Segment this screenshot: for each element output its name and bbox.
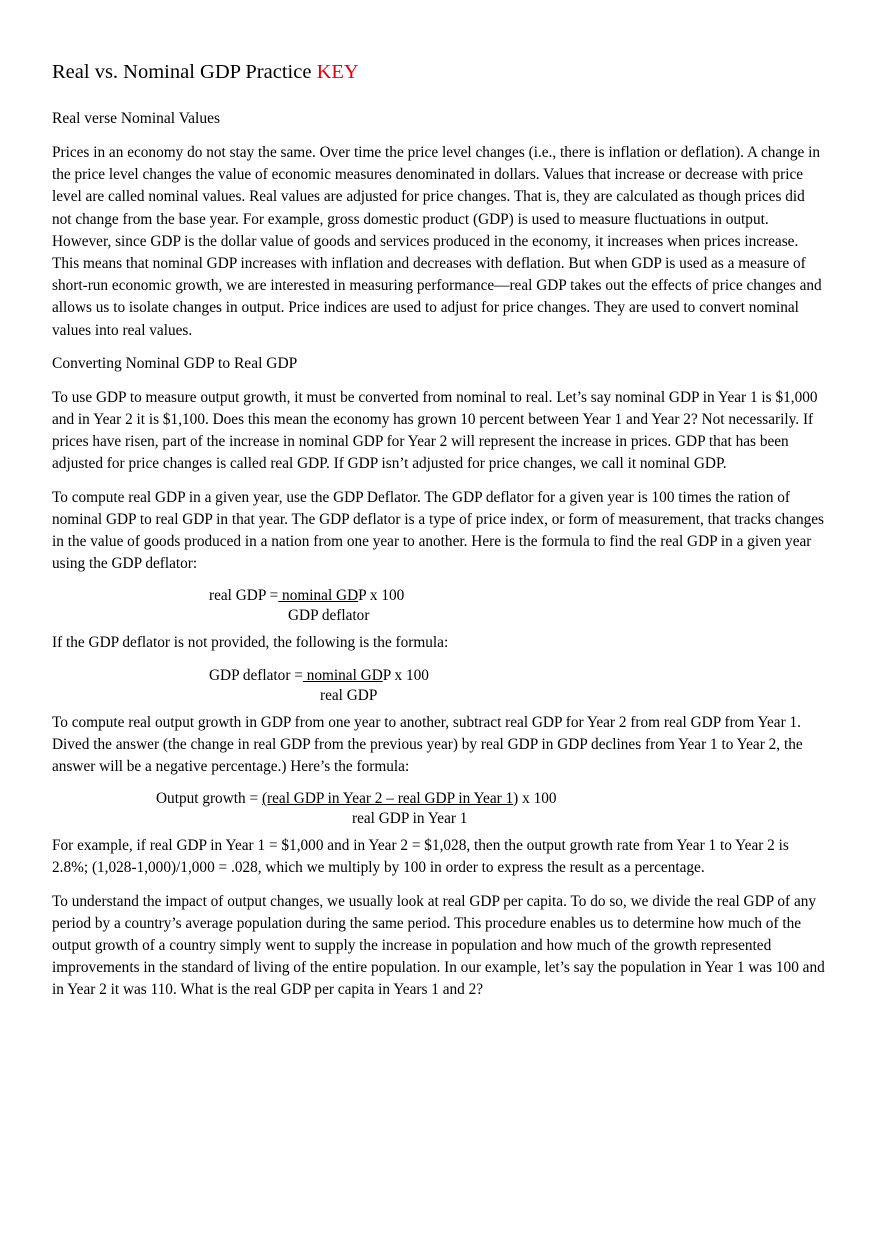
formula-output-growth-tail: ) x 100 xyxy=(513,790,557,808)
page-title xyxy=(52,58,828,86)
formula-real-gdp-numerator: nominal GD xyxy=(278,587,359,605)
formula-real-gdp-lhs: real GDP = xyxy=(209,587,279,605)
section-heading-real-vs-nominal: Real verse Nominal Values xyxy=(52,110,221,127)
title-text: Real vs. Nominal GDP Practice xyxy=(52,61,317,83)
paragraph-gdp-deflator: To compute real GDP in a given year, use the GDP Deflator. The GDP deflator for a given year is 100 times the ration of nominal GDP to real GDP in that year. The GDP deflator is a type of price index, or form of measurement, that tracks changes in the value of goods produced in a nation from one year to another. Here is the formula to find the real GDP in a given year using the GDP deflator: xyxy=(52,488,824,573)
paragraph-real-output-growth: To compute real output growth in GDP from one year to another, subtract real GDP for Year 2 from real GDP from Year 1. Dived the answer (the change in real GDP from the previous year) by real GDP in GDP declines from Year 1 to Year 2, the answer will be a negative percentage.) Here’s the formula: xyxy=(52,713,803,776)
formula-gdp-deflator-denominator: real GDP xyxy=(320,686,378,704)
paragraph-no-deflator: If the GDP deflator is not provided, the following is the formula: xyxy=(52,634,449,652)
formula-gdp-deflator-numerator: nominal GD xyxy=(302,666,383,684)
formula-output-growth-lhs: Output growth = xyxy=(156,790,262,808)
formula-output-growth-numerator: (real GDP in Year 2 – real GDP in Year 1 xyxy=(261,790,514,808)
title-key-label: KEY xyxy=(316,61,359,83)
formula-real-gdp-denominator: GDP deflator xyxy=(288,607,370,625)
formula-output-growth-denominator: real GDP in Year 1 xyxy=(352,810,468,828)
formula-real-gdp-tail: P x 100 xyxy=(358,587,405,605)
formula-gdp-deflator-lhs: GDP deflator = xyxy=(209,666,303,684)
formula-output-growth-numerator-row xyxy=(156,789,828,809)
section-heading-converting: Converting Nominal GDP to Real GDP xyxy=(52,354,298,372)
formula-gdp-deflator-tail: P x 100 xyxy=(382,666,429,684)
formula-gdp-deflator-numerator-row xyxy=(209,666,828,686)
formula-real-gdp-numerator-row xyxy=(209,586,828,606)
formula-gdp-deflator xyxy=(209,666,828,706)
paragraph-per-capita: To understand the impact of output changes, we usually look at real GDP per capita. To do so, we divide the real GDP of any period by a country’s average population during the same period. This procedure enables us to determine how much of the output growth of a country simply went to supply the increase in population and how much of the growth represented improvements in the standard of living of the entire population. In our example, let’s say the population in Year 1 was 100 and in Year 2 it was 110. What is the real GDP per capita in Years 1 and 2? xyxy=(52,892,825,999)
paragraph-example: For example, if real GDP in Year 1 = $1,000 and in Year 2 = $1,028, then the output growth rate from Year 1 to Year 2 is 2.8%; (1,028-1,000)/1,000 = .028, which we multiply by 100 in order to express the result as a percentage. xyxy=(52,837,789,877)
formula-output-growth xyxy=(156,789,828,829)
formula-real-gdp xyxy=(209,586,828,626)
paragraph-output-growth: To use GDP to measure output growth, it must be converted from nominal to real. Let’s say nominal GDP in Year 1 is $1,000 and in Year 2 it is $1,100. Does this mean the economy has grown 10 percent between Year 1 and Year 2? Not necessarily. If prices have risen, part of the increase in nominal GDP for Year 2 will represent the increase in prices. GDP that has been adjusted for price changes is called real GDP. If GDP isn’t adjusted for price changes, we call it nominal GDP. xyxy=(52,388,818,473)
paragraph-intro: Prices in an economy do not stay the same. Over time the price level changes (i.e., there is inflation or deflation). A change in the price level changes the value of economic measures denominated in dollars. Values that increase or decrease with price level are called nominal values. Real values are adjusted for price changes. That is, they are calculated as though prices did not change from the base year. For example, gross domestic product (GDP) is used to measure fluctuations in output. However, since GDP is the dollar value of goods and services produced in the economy, it increases when prices increase. This means that nominal GDP increases with inflation and decreases with deflation. But when GDP is used as a measure of short-run economic growth, we are interested in measuring performance—real GDP takes out the effects of price changes and allows us to isolate changes in output. Price indices are used to adjust for price changes. They are used to convert nominal values into real values. xyxy=(52,144,822,339)
